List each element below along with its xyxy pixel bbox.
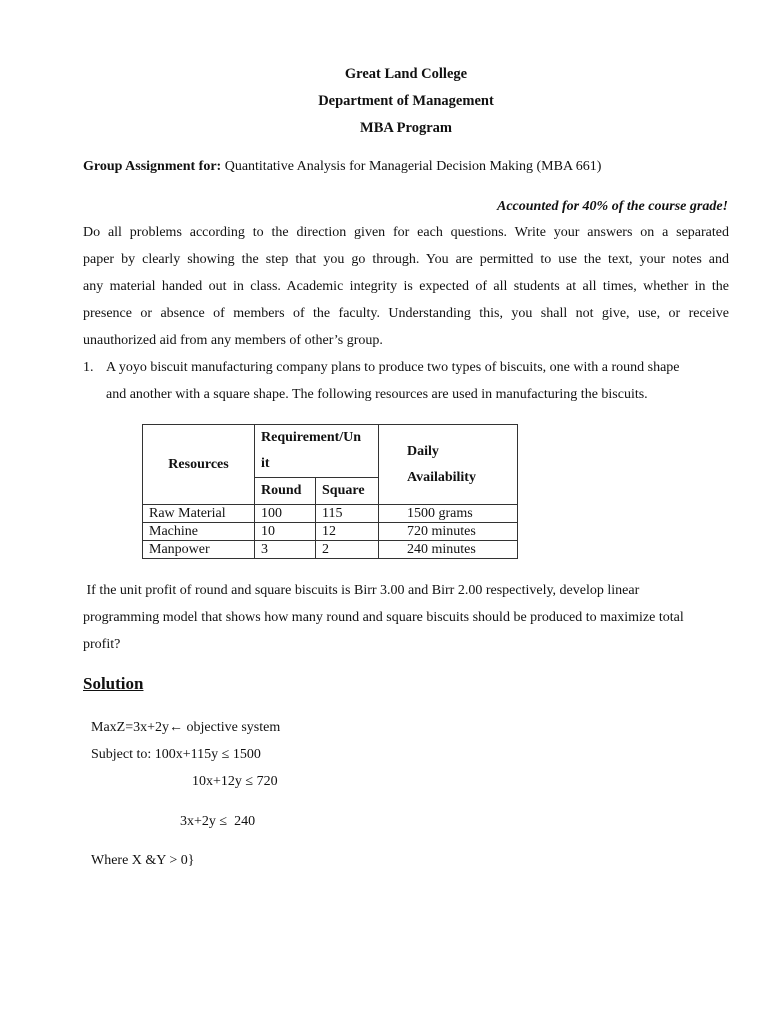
constraint-1: Subject to: 100x+115y ≤ 1500 [91,747,261,762]
header-resources: Resources [143,425,255,505]
instruction-line-4: presence or absence of members of the faculty. Understanding this, you shall not give, use, or receive [83,306,729,321]
cell-square: 115 [316,505,379,523]
constraint-2: 10x+12y ≤ 720 [192,774,278,789]
cell-square: 2 [316,541,379,559]
cell-availability: 720 minutes [379,523,518,541]
instruction-line-2: paper by clearly showing the step that you go through. You are permitted to use the text, your notes and [83,252,729,267]
cell-availability: 240 minutes [379,541,518,559]
table-row [143,541,518,559]
profit-line-2: programming model that shows how many round and square biscuits should be produced to maximize total [83,610,684,625]
instruction-line-5: unauthorized aid from any members of other’s group. [83,333,383,348]
department-name: Department of Management [318,93,494,109]
cell-round: 10 [255,523,316,541]
cell-resource: Machine [143,523,255,541]
profit-line-1: If the unit profit of round and square biscuits is Birr 3.00 and Birr 2.00 respectively, develop linear [83,583,640,598]
question-line-2: and another with a square shape. The following resources are used in manufacturing the biscuits. [106,387,648,402]
header-daily-availability [379,425,518,505]
grade-weight-note: Accounted for 40% of the course grade! [497,199,728,214]
instruction-line-1: Do all problems according to the direction given for each questions. Write your answers on a separated [83,225,729,240]
cell-square: 12 [316,523,379,541]
solution-heading: Solution [83,674,144,693]
cell-resource: Raw Material [143,505,255,523]
instruction-line-3: any material handed out in class. Academic integrity is expected of all students at all times, whether in the [83,279,729,294]
course-title: Quantitative Analysis for Managerial Decision Making (MBA 661) [224,159,602,174]
assignment-line [83,159,601,175]
header-square: Square [316,478,379,505]
table-row [143,523,518,541]
program-name: MBA Program [360,120,452,136]
header-daily-line1: Daily [407,443,439,459]
question-line-1: A yoyo biscuit manufacturing company plans to produce two types of biscuits, one with a round shape [106,360,680,375]
header-round: Round [255,478,316,505]
header-requirement [255,425,379,478]
cell-resource: Manpower [143,541,255,559]
question-number: 1. [83,360,94,375]
cell-round: 3 [255,541,316,559]
non-negativity: Where X &Y > 0} [91,853,195,868]
objective-function: MaxZ=3x+2y← objective system [91,720,281,735]
assignment-label: Group Assignment for: [83,159,222,174]
header-requirement-line2: it [261,456,270,471]
cell-availability: 1500 grams [379,505,518,523]
constraint-3: 3x+2y ≤ 240 [180,814,256,829]
header-daily-line2: Availability [407,469,476,485]
cell-round: 100 [255,505,316,523]
header-requirement-line1: Requirement/Un [261,430,362,445]
college-name: Great Land College [344,66,468,82]
table-row [143,505,518,523]
profit-line-3: profit? [83,637,121,652]
resources-table [142,424,518,559]
